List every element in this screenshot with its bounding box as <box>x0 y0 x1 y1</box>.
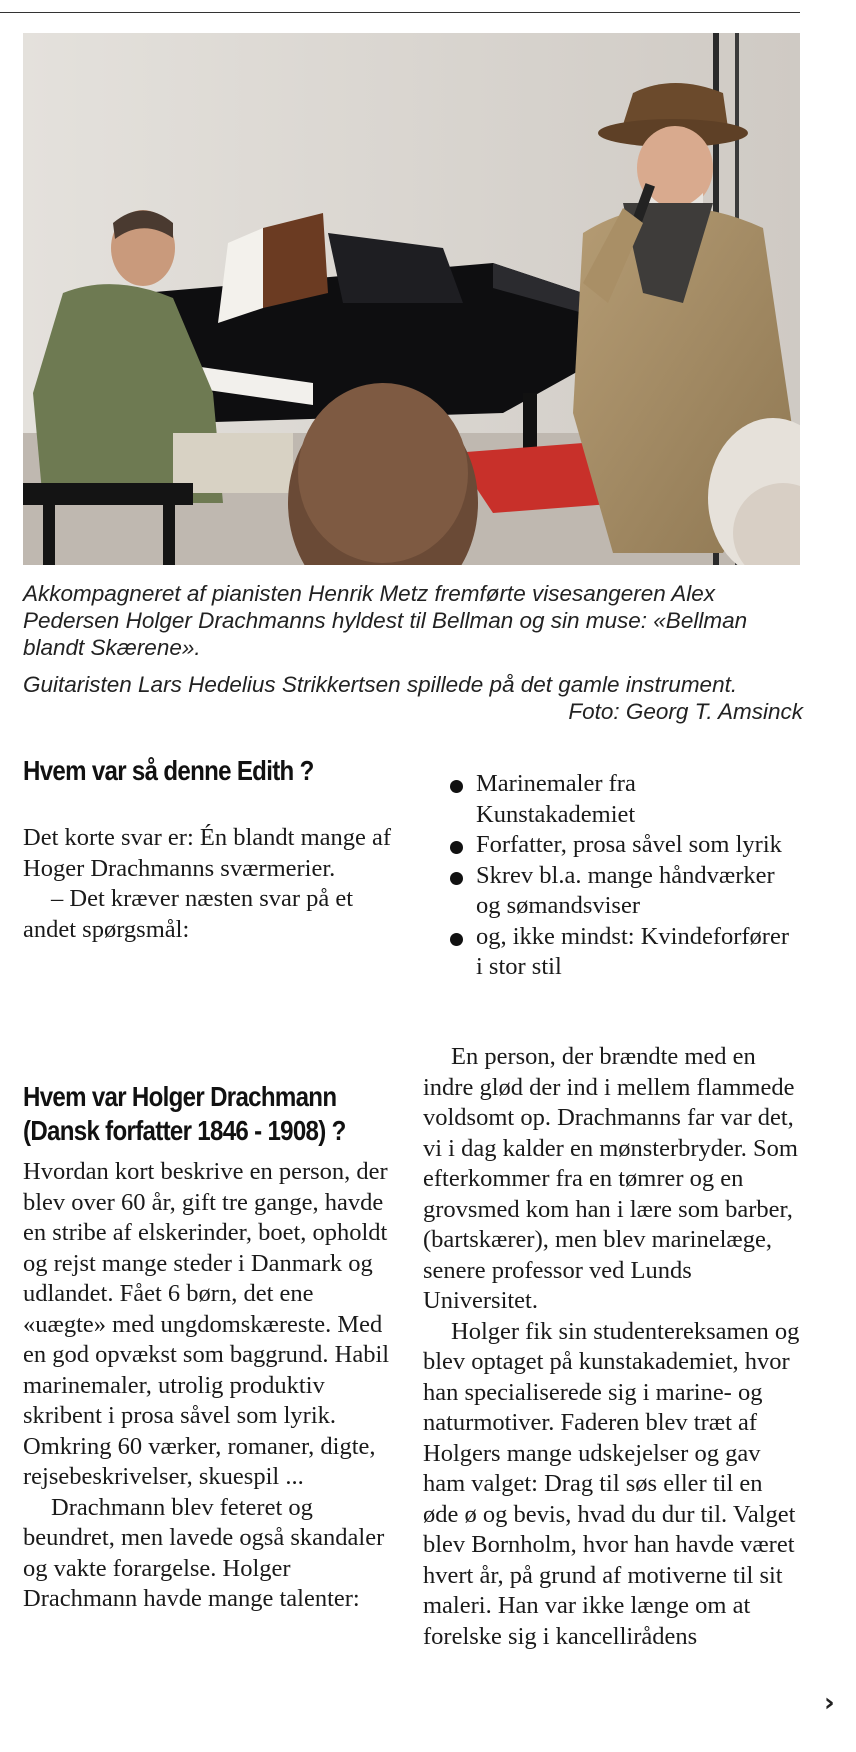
paragraph: Holger fik sin studentereksamen og blev optaget på kunstakademiet, hvor han specialiserede sig i marine- og naturmotiver. Faderen blev træt af Holgers mange udskejelser og gav ham valget: Drag til søs eller til en øde ø og bevis, hvad du dur til. Valget blev Bornholm, hvor han havde været hvert år, på grund af motiverne til sit maleri. Han var ikke længe om at forelske sig i kancellirådens <box>423 1317 800 1650</box>
bullet-icon <box>450 933 463 946</box>
paragraph: Drachmann blev feteret og beundret, men lavede også skandaler og vakte forargelse. Holger Drachmann havde mange talenter: <box>23 1493 385 1612</box>
list-item: Marinemaler fra Kunstakademiet <box>448 769 798 830</box>
photo-credit: Foto: Georg T. Amsinck <box>568 699 803 724</box>
bullet-icon <box>450 841 463 854</box>
list-item: Skrev bl.a. mange håndværker og sømandsviser <box>448 861 798 922</box>
top-rule <box>0 12 800 13</box>
list-item: Forfatter, prosa såvel som lyrik <box>448 830 798 861</box>
paragraph: – Det kræver næsten svar på et andet spørgsmål: <box>23 885 354 943</box>
paragraph: Det korte svar er: Én blandt mange af Hoger Drachmanns sværmerier. <box>23 824 392 882</box>
caption-text-second: Guitaristen Lars Hedelius Strikkertsen spillede på det gamle instrument. <box>23 672 738 697</box>
paragraph: Hvordan kort beskrive en person, der blev over 60 år, gift tre gange, havde en stribe af elskerinder, boet, opholdt og rejst mange steder i Danmark og udlandet. Fået 6 børn, det ene «uægte» med ungdomskæreste. Med en god opvækst som baggrund. Habil marinemaler, utrolig produktiv skribent i prosa såvel som lyrik. Omkring 60 værker, romaner, digte, rejsebeskrivelser, skuespil ... <box>23 1158 390 1490</box>
heading-line: Hvem var Holger Drachmann <box>23 1081 337 1112</box>
bullet-icon <box>450 872 463 885</box>
caption-text: Akkompagneret af pianisten Henrik Metz fremførte visesangeren Alex Pedersen Holger Drachmanns hyldest til Bellman og sin muse: «Bellman blandt Skærene». <box>23 581 748 660</box>
section-edith-body <box>23 823 401 945</box>
section-heading-edith: Hvem var så denne Edith ? <box>23 755 314 786</box>
heading-line: (Dansk forfatter 1846 - 1908) ? <box>23 1115 346 1146</box>
talent-list <box>448 769 798 983</box>
bullet-icon <box>450 780 463 793</box>
list-item: og, ikke mindst: Kvindeforfører i stor stil <box>448 922 798 983</box>
chevron-right-icon[interactable]: › <box>824 1688 835 1718</box>
paragraph: En person, der brændte med en indre glød der ind i mellem flammede voldsomt op. Drachmanns far var det, vi i dag kalder en mønsterbryder. Som efterkommer fra en tømrer og en grovsmed kom han i lære som barber, (bartskærer), men blev marinelæge, senere professor ved Lunds Universitet. <box>423 1043 798 1314</box>
photo-caption <box>23 580 803 735</box>
section-drachmann-body <box>23 1157 401 1615</box>
article-photo <box>23 33 800 565</box>
section-heading-drachmann <box>23 1080 346 1148</box>
right-column-body <box>423 1042 803 1652</box>
photo-illustration <box>23 33 800 565</box>
